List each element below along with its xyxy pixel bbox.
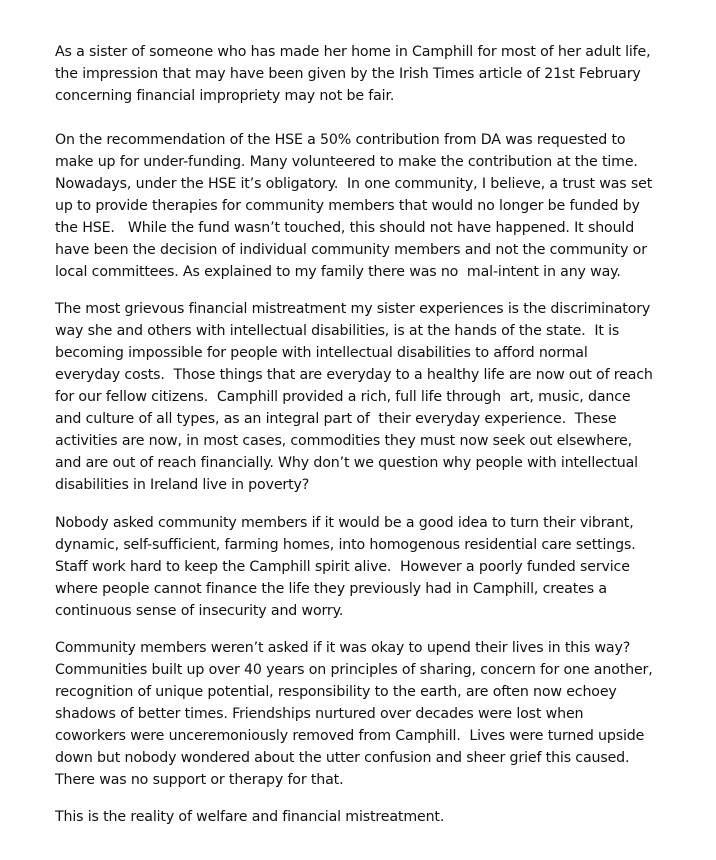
text-line: Nobody asked community members if it would be a good idea to turn their vibrant, xyxy=(55,515,634,531)
text-line: down but nobody wondered about the utter confusion and sheer grief this caused. xyxy=(55,750,630,766)
text-line: Community members weren’t asked if it was okay to upend their lives in this way? xyxy=(55,640,631,656)
text-line: continuous sense of insecurity and worry. xyxy=(55,603,344,619)
text-line: activities are now, in most cases, commodities they must now seek out elsewhere, xyxy=(55,433,632,449)
text-line: shadows of better times. Friendships nurtured over decades were lost when xyxy=(55,706,584,722)
text-line: Communities built up over 40 years on principles of sharing, concern for one another, xyxy=(55,662,653,678)
text-line: concerning financial impropriety may not be fair. xyxy=(55,88,395,104)
text-line: local committees. As explained to my family there was no mal-intent in any way. xyxy=(55,264,621,280)
text-line: have been the decision of individual community members and not the community or xyxy=(55,242,647,258)
text-line: The most grievous financial mistreatment my sister experiences is the discriminatory xyxy=(55,301,651,317)
text-line: This is the reality of welfare and financial mistreatment. xyxy=(55,809,445,825)
text-line: the impression that may have been given by the Irish Times article of 21st February xyxy=(55,66,641,82)
text-line: dynamic, self-sufficient, farming homes, into homogenous residential care settings. xyxy=(55,537,636,553)
text-line: for our fellow citizens. Camphill provided a rich, full life through art, music, dance xyxy=(55,389,631,405)
text-line: up to provide therapies for community members that would no longer be funded by xyxy=(55,198,640,214)
text-line: As a sister of someone who has made her home in Camphill for most of her adult life, xyxy=(55,44,651,60)
text-line: recognition of unique potential, responsibility to the earth, are often now echoey xyxy=(55,684,617,700)
text-line: Nowadays, under the HSE it’s obligatory. In one community, I believe, a trust was set xyxy=(55,176,653,192)
text-line: way she and others with intellectual disabilities, is at the hands of the state. It is xyxy=(55,323,620,339)
text-line: On the recommendation of the HSE a 50% contribution from DA was requested to xyxy=(55,132,626,148)
text-line: disabilities in Ireland live in poverty? xyxy=(55,477,310,493)
text-line: coworkers were unceremoniously removed from Camphill. Lives were turned upside xyxy=(55,728,645,744)
text-line: and culture of all types, as an integral part of their everyday experience. These xyxy=(55,411,617,427)
text-line: Staff work hard to keep the Camphill spirit alive. However a poorly funded service xyxy=(55,559,630,575)
text-line: the HSE. While the fund wasn’t touched, this should not have happened. It should xyxy=(55,220,635,236)
text-line: becoming impossible for people with intellectual disabilities to afford normal xyxy=(55,345,588,361)
text-line: everyday costs. Those things that are everyday to a healthy life are now out of reach xyxy=(55,367,653,383)
text-line: make up for under-funding. Many volunteered to make the contribution at the time. xyxy=(55,154,638,170)
text-line: and are out of reach financially. Why don’t we question why people with intellectual xyxy=(55,455,638,471)
text-line: where people cannot finance the life they previously had in Camphill, creates a xyxy=(55,581,607,597)
text-line: There was no support or therapy for that. xyxy=(55,772,344,788)
